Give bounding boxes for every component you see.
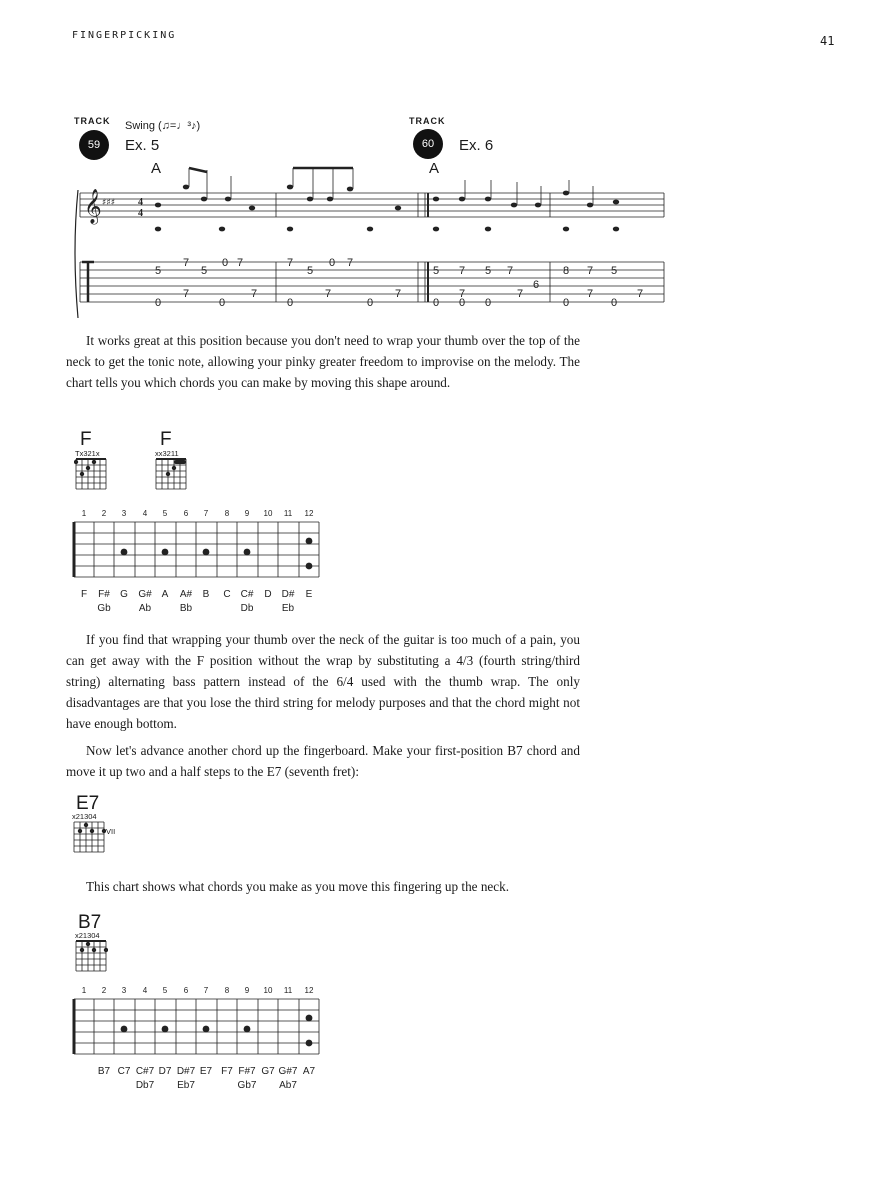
chord-name-b7: B7: [78, 912, 102, 933]
note-stems: [189, 168, 593, 205]
chord-diagram-e7: [72, 820, 106, 854]
svg-text:D: D: [264, 589, 272, 600]
svg-text:4: 4: [142, 986, 148, 995]
paragraph-4: [66, 876, 580, 897]
track-label-59: TRACK: [74, 116, 111, 126]
tab-bass-1: 0: [154, 297, 162, 309]
tab-bass-15: 7: [586, 288, 594, 300]
key-signature-icon: ♯♯♯: [102, 198, 116, 208]
svg-text:10: 10: [263, 509, 273, 518]
chart-2-chord-names: [66, 1063, 328, 1093]
svg-text:F7: F7: [221, 1066, 233, 1077]
svg-text:5: 5: [162, 509, 168, 518]
svg-text:C7: C7: [117, 1066, 131, 1077]
tab-bass-2: 7: [182, 288, 190, 300]
svg-text:2: 2: [101, 986, 107, 995]
chord-symbol-a-1: A: [151, 160, 162, 177]
chart-1-note-names: [66, 586, 328, 616]
track-badge-59: 59: [79, 130, 109, 160]
page-number: 41: [820, 34, 835, 48]
paragraph-4-text: This chart shows what chords you make as you move this fingering up the neck.: [86, 879, 510, 894]
tab-fret-15: 7: [586, 265, 594, 277]
treble-clef-icon: 𝄞: [84, 189, 102, 224]
system-brace: [75, 190, 78, 318]
svg-text:A#: A#: [179, 589, 193, 600]
swing-indication: Swing (♫=♩³♪): [125, 120, 201, 132]
svg-text:Gb7: Gb7: [237, 1080, 257, 1091]
svg-text:D7: D7: [158, 1066, 172, 1077]
svg-text:11: 11: [283, 986, 293, 995]
svg-text:8: 8: [224, 986, 230, 995]
svg-text:Ab7: Ab7: [279, 1080, 297, 1091]
chord-fingering-b7: x21304: [75, 931, 100, 940]
svg-text:G7: G7: [261, 1066, 275, 1077]
chord-diagram-f-2: [154, 457, 188, 491]
example-5-label: Ex. 5: [125, 137, 160, 154]
paragraph-2-text: If you find that wrapping your thumb over the neck of the guitar is too much of a pain, you can get away with the F position without the wrap by substituting a 4/3 (fourth string/third string) alternating bass pattern instead of the 6/4 used with the thumb wrap. The only disadvantages are that you lose the third string for melody purposes and that the chord might not have enough bottom.: [66, 632, 580, 731]
paragraph-3-text: Now let's advance another chord up the fingerboard. Make your first-position B7 chord and move it up two and a half steps to the E7 (seventh fret):: [66, 743, 580, 779]
svg-text:C: C: [223, 589, 231, 600]
fret-chart-2: [66, 983, 328, 1067]
svg-text:G: G: [120, 589, 128, 600]
svg-text:2: 2: [101, 509, 107, 518]
svg-text:5: 5: [162, 986, 168, 995]
svg-text:1: 1: [81, 986, 87, 995]
tab-bass-9: 0: [432, 297, 440, 309]
running-header: FINGERPICKING: [72, 30, 177, 41]
svg-text:C#7: C#7: [135, 1066, 155, 1077]
tab-fret-3: 5: [200, 265, 208, 277]
svg-text:G#: G#: [138, 589, 152, 600]
chord-diagram-b7: [74, 939, 108, 973]
tab-bass-3: 0: [218, 297, 226, 309]
tab-fret-4: 0: [221, 257, 229, 269]
tab-bass-6: 7: [324, 288, 332, 300]
svg-text:9: 9: [244, 509, 250, 518]
svg-text:6: 6: [183, 509, 189, 518]
svg-text:F: F: [80, 589, 88, 600]
time-signature-bottom: 4: [138, 208, 143, 219]
svg-text:A: A: [161, 589, 169, 600]
chord-fingering-f-2: xx3211: [155, 449, 179, 458]
tab-fret-12: 5: [484, 265, 492, 277]
tab-staff: [80, 262, 664, 302]
chord-diagram-f-1: [74, 457, 108, 491]
svg-text:Gb: Gb: [97, 603, 111, 614]
treble-staff: [80, 193, 664, 217]
svg-text:1: 1: [81, 509, 87, 518]
tab-bass-4: 7: [250, 288, 258, 300]
svg-text:A7: A7: [302, 1066, 316, 1077]
svg-text:Db: Db: [240, 603, 254, 614]
svg-text:E: E: [305, 589, 313, 600]
svg-text:Eb: Eb: [281, 603, 295, 614]
svg-text:G#7: G#7: [278, 1066, 298, 1077]
svg-text:F#7: F#7: [238, 1066, 256, 1077]
chord-name-f-2: F: [160, 429, 172, 450]
svg-text:8: 8: [224, 509, 230, 518]
svg-text:6: 6: [183, 986, 189, 995]
svg-text:D#7: D#7: [176, 1066, 196, 1077]
tab-fret-10: 5: [432, 265, 440, 277]
tab-fret-7: 5: [306, 265, 314, 277]
track-label-60: TRACK: [409, 116, 446, 126]
tab-bass-8: 7: [394, 288, 402, 300]
svg-text:B7: B7: [97, 1066, 111, 1077]
chord-symbol-a-2: A: [429, 160, 440, 177]
tab-fret-16: 5: [610, 265, 618, 277]
fret-chart-1: [66, 506, 328, 590]
tab-bass-5: 0: [286, 297, 294, 309]
svg-text:7: 7: [203, 509, 209, 518]
svg-text:7: 7: [203, 986, 209, 995]
tab-fret-2: 7: [182, 257, 190, 269]
tab-bass-11: 7: [458, 288, 466, 300]
tab-fret-8: 0: [328, 257, 336, 269]
fret-position-marker: VII: [106, 827, 116, 836]
svg-text:D#: D#: [281, 589, 295, 600]
svg-text:4: 4: [142, 509, 148, 518]
example-6-label: Ex. 6: [459, 137, 494, 154]
tab-fret-6: 7: [286, 257, 294, 269]
svg-text:9: 9: [244, 986, 250, 995]
tab-fret-14: 8: [562, 265, 570, 277]
tab-fret-13: 7: [506, 265, 514, 277]
chord-fingering-f-1: Tx321x: [75, 449, 100, 458]
track-badge-60: 60: [413, 129, 443, 159]
music-notation: [0, 0, 870, 330]
tab-bass-7: 0: [366, 297, 374, 309]
tab-fret-11: 7: [458, 265, 466, 277]
tab-bass-14: 0: [562, 297, 570, 309]
svg-text:10: 10: [263, 986, 273, 995]
tab-numbers: [155, 257, 643, 309]
tab-bass-12: 0: [484, 297, 492, 309]
svg-text:3: 3: [121, 509, 127, 518]
tab-bass-13: 7: [516, 288, 524, 300]
tab-fret-9: 7: [346, 257, 354, 269]
melody-notes: [155, 185, 619, 232]
svg-text:11: 11: [283, 509, 293, 518]
chord-name-e7: E7: [76, 793, 100, 814]
paragraph-2: [66, 629, 580, 782]
svg-text:B: B: [202, 589, 210, 600]
svg-text:Bb: Bb: [179, 603, 193, 614]
svg-text:3: 3: [121, 986, 127, 995]
tab-bass-17: 7: [636, 288, 644, 300]
svg-text:12: 12: [304, 509, 314, 518]
chord-fingering-e7: x21304: [72, 812, 97, 821]
time-signature-top: 4: [138, 197, 143, 208]
svg-text:Ab: Ab: [138, 603, 152, 614]
chord-name-f-1: F: [80, 429, 92, 450]
paragraph-1: [66, 330, 580, 393]
svg-text:12: 12: [304, 986, 314, 995]
tab-fret-17: 6: [532, 279, 540, 291]
svg-text:C#: C#: [240, 589, 254, 600]
svg-text:E7: E7: [199, 1066, 213, 1077]
tab-bass-16: 0: [610, 297, 618, 309]
tab-bass-10: 0: [458, 297, 466, 309]
tab-fret-5: 7: [236, 257, 244, 269]
tab-fret-1: 5: [154, 265, 162, 277]
svg-text:F#: F#: [98, 589, 110, 600]
svg-text:Eb7: Eb7: [177, 1080, 195, 1091]
paragraph-1-text: It works great at this position because you don't need to wrap your thumb over the top of the neck to get the tonic note, allowing your pinky greater freedom to improvise on the melody. The chart tells you which chords you can make by moving this shape around.: [66, 333, 580, 390]
svg-text:Db7: Db7: [135, 1080, 155, 1091]
